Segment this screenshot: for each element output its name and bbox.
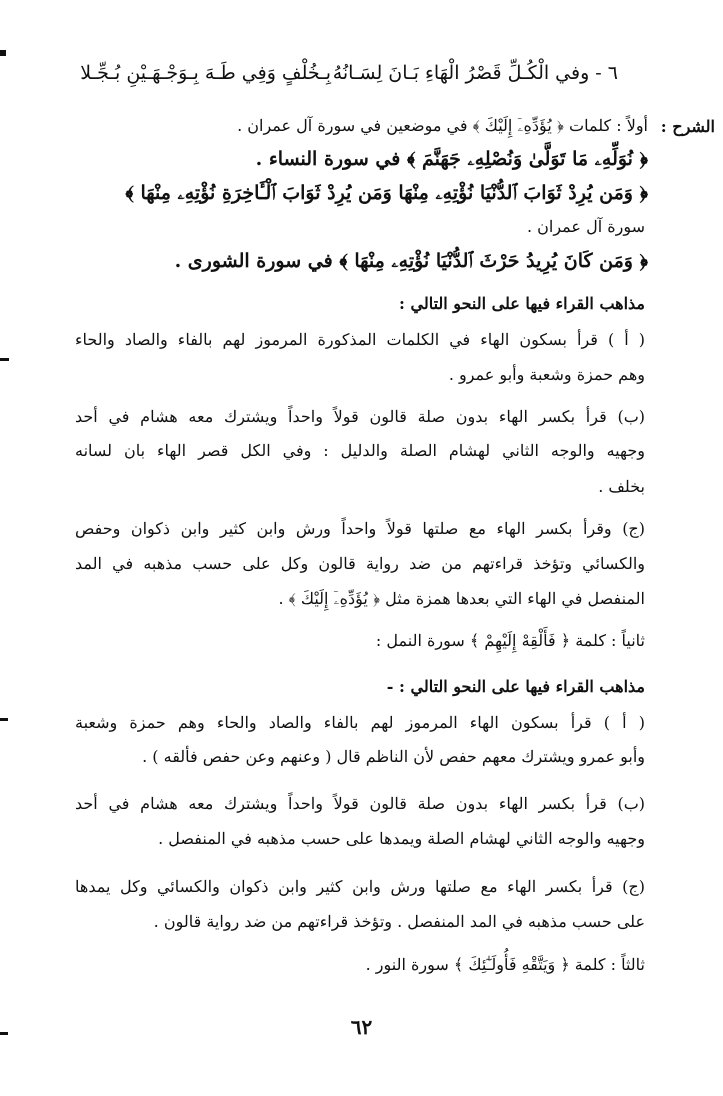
sharh-line-2: ﴿ نُوَلِّهِۦ مَا تَوَلَّىٰ وَنُصْلِهِۦ جَهَنَّمَ ﴾ في سورة النساء . bbox=[255, 148, 648, 170]
section2-a-line1: ( أ ) قرأ بسكون الهاء المرموز لهم بالفاء والصاد والحاء وهم حمزة وشعبة bbox=[75, 713, 645, 732]
page-number: ٦٢ bbox=[350, 1015, 373, 1039]
section2-b-line1: (ب) قرأ بكسر الهاء بدون صلة قالون قولاً واحداً ويشترك معه هشام في أحد bbox=[75, 794, 645, 813]
section2-b-line2: وجهيه والوجه الثاني لهشام الصلة ويمدها على حسب مذهبه في المنفصل . bbox=[158, 829, 645, 848]
section1-c-line1: (ج) وقرأ بكسر الهاء مع صلتها قولاً واحداً ورش وابن كثير وابن ذكوان وحفص bbox=[75, 519, 645, 538]
section1-b-line2: وجهيه والوجه الثاني لهشام الصلة والدليل : وفي الكل قصر الهاء بان لسانه bbox=[75, 441, 645, 460]
section1-a-line1: ( أ ) قرأ بسكون الهاء في الكلمات المذكورة المرموز لهم بالفاء والصاد والحاء bbox=[75, 330, 645, 349]
section1-b-line3: بخلف . bbox=[598, 477, 645, 496]
section1-b-line1: (ب) قرأ بكسر الهاء بدون صلة قالون قولاً واحداً ويشترك معه هشام في أحد bbox=[75, 407, 645, 426]
section1-heading: مذاهب القراء فيها على النحو التالي : bbox=[399, 294, 645, 313]
scan-mark-left-1 bbox=[0, 50, 6, 56]
section3-title: ثالثاً : كلمة ﴿ وَيَتَّقْهِ فَأُولَـٰٓئِكَ ﴾ سورة النور . bbox=[365, 955, 645, 974]
section1-a-line2: وهم حمزة وشعبة وأبو عمرو . bbox=[448, 365, 645, 384]
sharh-label: الشرح : bbox=[660, 117, 715, 136]
scan-mark-left-2 bbox=[0, 358, 9, 361]
section2-c-line2: على حسب مذهبه في المد المنفصل . وتؤخذ قراءتهم من ضد رواية قالون . bbox=[153, 912, 645, 931]
section2-title: ثانياً : كلمة ﴿ فَأَلْقِهْ إِلَيْهِمْ ﴾ سورة النمل : bbox=[375, 631, 645, 650]
sharh-line-5: ﴿ وَمَن كَانَ يُرِيدُ حَرْثَ ٱلدُّنْيَا نُؤْتِهِۦ مِنْهَا ﴾ في سورة الشورى . bbox=[174, 250, 648, 272]
scan-mark-left-3 bbox=[0, 718, 8, 721]
sharh-line-4: سورة آل عمران . bbox=[526, 217, 645, 236]
section2-c-line1: (ج) قرأ بكسر الهاء مع صلتها ورش وابن كثير وابن ذكوان والكسائي وكل يمدها bbox=[75, 877, 645, 896]
section2-a-line2: وأبو عمرو ويشترك معهم حفص لأن الناظم قال ( وعنهم وعن حفص فألقه ) . bbox=[142, 747, 645, 766]
section1-c-line3: المنفصل في الهاء التي بعدها همزة مثل ﴿ يُؤَدِّهِۦٓ إِلَيْكَ ﴾ . bbox=[278, 589, 645, 608]
sharh-line-3: ﴿ وَمَن يُرِدْ ثَوَابَ ٱلدُّنْيَا نُؤْتِهِۦ مِنْهَا وَمَن يُرِدْ ثَوَابَ ٱلْـَٔاخِرَةِ نُؤْتِهِۦ مِنْهَا ﴾ bbox=[125, 182, 648, 204]
section1-c-line2: والكسائي وتؤخذ قراءتهم من ضد رواية قالون وكل على حسب مذهبه في المد bbox=[75, 554, 645, 573]
verse-second-half: بِـخُلْفٍ وَفِي طَـهَ بِـوَجْـهَـيْنِ بُـجِّـلا bbox=[80, 62, 331, 84]
sharh-line-1: أولاً : كلمات ﴿ يُؤَدِّهِۦٓ إِلَيْكَ ﴾ في موضعين في سورة آل عمران . bbox=[237, 116, 648, 135]
section2-heading: مذاهب القراء فيها على النحو التالي : - bbox=[386, 677, 645, 696]
verse-first-half: ٦ - وفي الْكُـلِّ قَصْرُ الْهَاءِ بَـانَ لِسَـانُهُ bbox=[332, 62, 618, 84]
